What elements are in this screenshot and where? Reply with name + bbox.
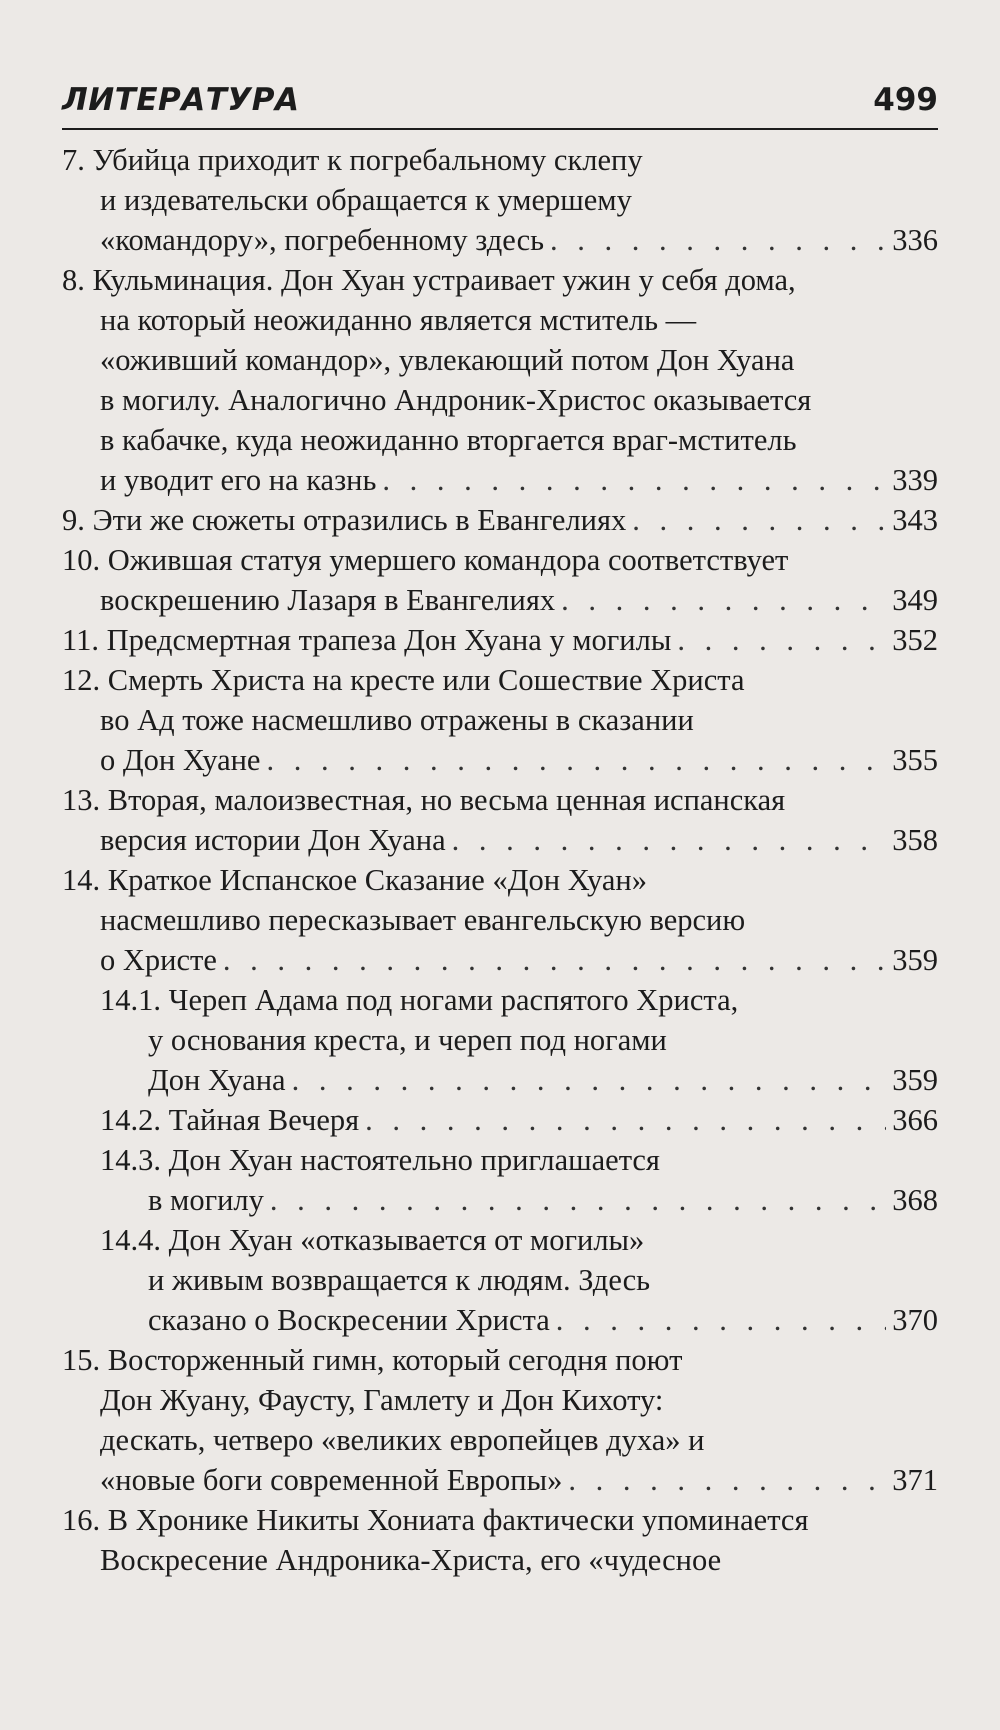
toc-entry-12-line-3[interactable]: о Дон Хуане . . . 355 — [100, 740, 938, 780]
toc-page-number: 368 — [892, 1183, 938, 1217]
toc-page-number: 359 — [892, 1063, 938, 1097]
toc-page-number: 355 — [892, 743, 938, 777]
section-title: ЛИТЕРАТУРА — [62, 82, 300, 118]
toc-entry-9[interactable]: 9. Эти же сюжеты отразились в Евангелиях . . . 343 — [62, 500, 938, 540]
leader-dots — [626, 500, 886, 540]
toc-entry-8-line-6[interactable]: и уводит его на казнь . . . 339 — [100, 460, 938, 500]
toc-entry-8-line-5: в кабачке, куда неожиданно вторгается враг-мститель — [100, 423, 797, 457]
toc-page-number: 370 — [892, 1303, 938, 1337]
toc-entry-14-1-line-2: у основания креста, и череп под ногами — [148, 1023, 667, 1057]
toc-entry-15-line-2: Дон Жуану, Фаусту, Гамлету и Дон Кихоту: — [100, 1383, 664, 1417]
toc-entry-14-line-2: насмешливо пересказывает евангельскую версию — [100, 903, 746, 937]
toc-entry-11[interactable]: 11. Предсмертная трапеза Дон Хуана у могилы . . . 352 — [62, 620, 938, 660]
toc-page-number: 352 — [892, 623, 938, 657]
toc-entry-14-1-line-3[interactable]: Дон Хуана . . . 359 — [148, 1060, 938, 1100]
toc-page-number: 349 — [892, 583, 938, 617]
leader-dots — [671, 620, 886, 660]
toc-page-number: 343 — [892, 503, 938, 537]
toc-entry-15-line-4[interactable]: «новые боги современной Европы» . . . 371 — [100, 1460, 938, 1500]
toc-entry-14-4-line-3[interactable]: сказано о Воскресении Христа . . . 370 — [148, 1300, 938, 1340]
toc-entry-14-2[interactable]: 14.2. Тайная Вечеря . . . 366 — [100, 1100, 938, 1140]
leader-dots — [359, 1100, 886, 1140]
page-number: 499 — [873, 82, 938, 118]
toc-entry-14-1-line-1: 14.1. Череп Адама под ногами распятого Христа, — [100, 983, 739, 1017]
leader-dots — [260, 740, 886, 780]
leader-dots — [376, 460, 886, 500]
toc-entry-13-line-1: 13. Вторая, малоизвестная, но весьма ценная испанская — [62, 783, 786, 817]
toc-entry-8-line-2: на который неожиданно является мститель — — [100, 303, 697, 337]
toc-entry-13-line-2[interactable]: версия истории Дон Хуана . . . 358 — [100, 820, 938, 860]
toc-page-number: 358 — [892, 823, 938, 857]
toc-entry-12-line-1: 12. Смерть Христа на кресте или Сошествие Христа — [62, 663, 745, 697]
toc-entry-8-line-4: в могилу. Аналогично Андроник-Христос оказывается — [100, 383, 812, 417]
toc-entry-8-line-3: «оживший командор», увлекающий потом Дон Хуана — [100, 343, 795, 377]
leader-dots — [562, 1460, 886, 1500]
toc-entry-7-line-3[interactable]: «командору», погребенному здесь . . . 336 — [100, 220, 938, 260]
toc-entry-7-line-2: и издевательски обращается к умершему — [100, 183, 632, 217]
toc-entry-10-line-2[interactable]: воскрешению Лазаря в Евангелиях . . . 349 — [100, 580, 938, 620]
toc-entry-14-3-line-1: 14.3. Дон Хуан настоятельно приглашается — [100, 1143, 660, 1177]
leader-dots — [544, 220, 886, 260]
leader-dots — [217, 940, 886, 980]
toc-entry-14-line-3[interactable]: о Христе . . . 359 — [100, 940, 938, 980]
toc-page-number: 339 — [892, 463, 938, 497]
leader-dots — [286, 1060, 887, 1100]
leader-dots — [555, 580, 886, 620]
toc-entry-16-line-1: 16. В Хронике Никиты Хониата фактически упоминается — [62, 1503, 809, 1537]
toc-entry-15-line-1: 15. Восторженный гимн, который сегодня поют — [62, 1343, 683, 1377]
leader-dots — [550, 1300, 886, 1340]
toc-entry-14-4-line-2: и живым возвращается к людям. Здесь — [148, 1263, 651, 1297]
leader-dots — [446, 820, 887, 860]
toc-entry-15-line-3: дескать, четверо «великих европейцев духа» и — [100, 1423, 705, 1457]
toc-entry-14-4-line-1: 14.4. Дон Хуан «отказывается от могилы» — [100, 1223, 645, 1257]
leader-dots — [264, 1180, 886, 1220]
toc-entry-10-line-1: 10. Ожившая статуя умершего командора соответствует — [62, 543, 789, 577]
toc-entry-8-line-1: 8. Кульминация. Дон Хуан устраивает ужин у себя дома, — [62, 263, 796, 297]
toc-page-number: 336 — [892, 223, 938, 257]
running-header — [62, 78, 938, 130]
toc-entry-7-line-1: 7. Убийца приходит к погребальному склепу — [62, 143, 643, 177]
toc-page-number: 371 — [892, 1463, 938, 1497]
toc-entry-12-line-2: во Ад тоже насмешливо отражены в сказании — [100, 703, 694, 737]
toc-entry-16-line-2: Воскресение Андроника-Христа, его «чудесное — [100, 1543, 722, 1577]
toc-page-number: 366 — [892, 1103, 938, 1137]
toc-entry-14-line-1: 14. Краткое Испанское Сказание «Дон Хуан» — [62, 863, 647, 897]
toc-entry-14-3-line-2[interactable]: в могилу . . . 368 — [148, 1180, 938, 1220]
toc-page-number: 359 — [892, 943, 938, 977]
